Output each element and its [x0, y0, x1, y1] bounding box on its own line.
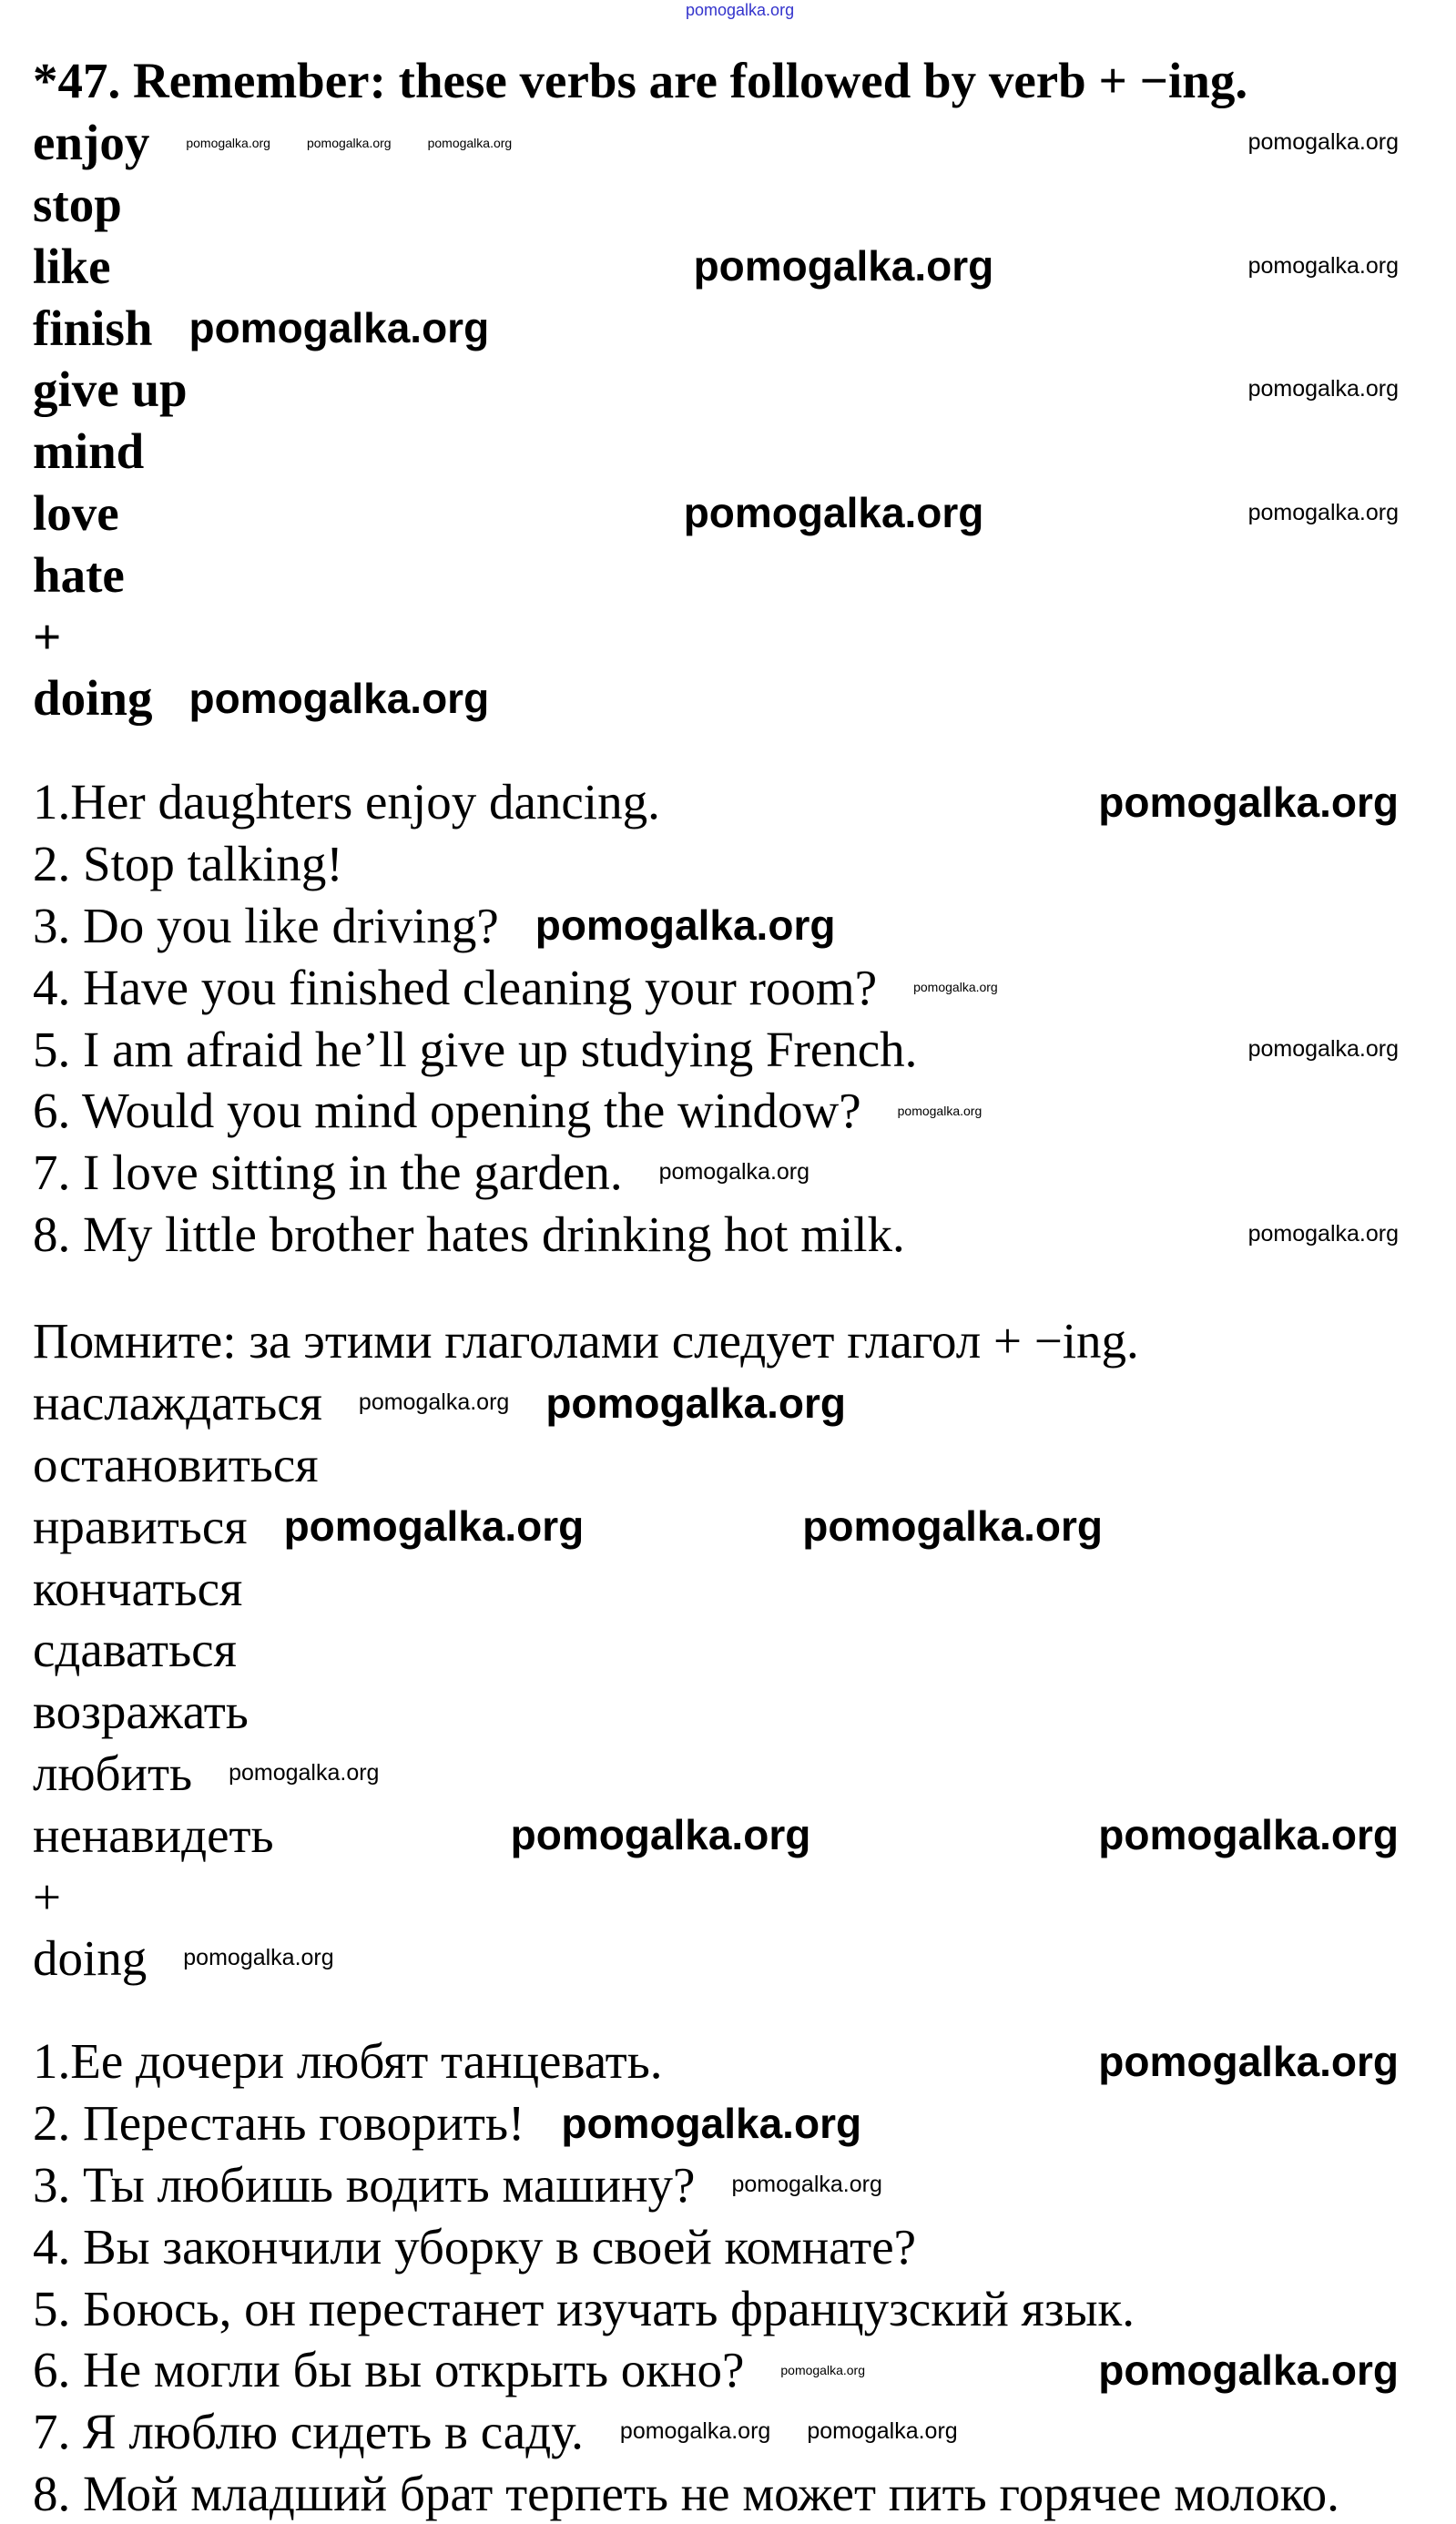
- verb-line: [33, 1557, 1399, 1619]
- verb-item: love: [33, 484, 119, 541]
- verb-item: hate: [33, 546, 125, 603]
- watermark: pomogalka.org: [802, 1502, 1104, 1551]
- sentence: 7. Я люблю сидеть в саду.: [33, 2404, 584, 2460]
- exercise-title: *47. Remember: these verbs are followed by verb + −ing.: [33, 53, 1248, 109]
- verb-line: [33, 359, 1399, 421]
- verb-item: like: [33, 238, 111, 294]
- watermark: pomogalka.org: [1098, 2346, 1399, 2394]
- sentence-line: [33, 2154, 1399, 2216]
- sentence: 5. Боюсь, он перестанет изучать французский язык.: [33, 2280, 1135, 2336]
- watermark: pomogalka.org: [183, 1945, 334, 1971]
- english-sentences: [33, 771, 1399, 1265]
- verb-line: [33, 1372, 1399, 1434]
- watermark: pomogalka.org: [683, 489, 984, 537]
- verb-line: [33, 606, 1399, 667]
- sentence-line: [33, 1080, 1399, 1142]
- watermark: pomogalka.org: [1098, 1811, 1399, 1859]
- sentence: 5. I am afraid he’ll give up studying French.: [33, 1021, 918, 1077]
- watermark: pomogalka.org: [913, 980, 998, 995]
- sentence-line: [33, 2092, 1399, 2154]
- watermark: pomogalka.org: [1247, 1220, 1399, 1247]
- watermark: pomogalka.org: [897, 1103, 983, 1118]
- verb-line: [33, 1495, 1399, 1557]
- verb-line: [33, 483, 1399, 544]
- watermark: pomogalka.org: [1247, 376, 1399, 402]
- verb-line: [33, 667, 1399, 729]
- verb-line: [33, 1804, 1399, 1866]
- sentence: 6. Не могли бы вы открыть окно?: [33, 2342, 745, 2398]
- translation-title: Помните: за этими глаголами следует глагол + −ing.: [33, 1313, 1139, 1369]
- verb-item: наслаждаться: [33, 1375, 322, 1431]
- watermark: pomogalka.org: [1247, 1035, 1399, 1062]
- verb-line: [33, 297, 1399, 359]
- sentence-line: [33, 1204, 1399, 1266]
- russian-sentences: [33, 2030, 1399, 2524]
- verb-item: stop: [33, 176, 122, 232]
- verb-line: [33, 1681, 1399, 1743]
- verb-line: [33, 1928, 1399, 1990]
- watermark: pomogalka.org: [188, 304, 490, 352]
- sentence: 8. My little brother hates drinking hot milk.: [33, 1206, 905, 1262]
- watermark: pomogalka.org: [1247, 499, 1399, 525]
- watermark: pomogalka.org: [1247, 129, 1399, 156]
- watermark: pomogalka.org: [561, 2099, 862, 2147]
- verb-item: +: [33, 608, 62, 665]
- watermark: pomogalka.org: [693, 242, 994, 290]
- verb-item: mind: [33, 423, 145, 480]
- watermark: pomogalka.org: [283, 1502, 585, 1551]
- sentence-line: [33, 895, 1399, 957]
- watermark: pomogalka.org: [358, 1389, 510, 1416]
- verb-line: [33, 174, 1399, 236]
- verb-item: give up: [33, 361, 188, 418]
- sentence: 3. Do you like driving?: [33, 897, 499, 953]
- verb-line: [33, 1434, 1399, 1496]
- sentence-line: [33, 2401, 1399, 2463]
- watermark: pomogalka.org: [1098, 778, 1399, 826]
- sentence: 4. Вы закончили уборку в своей комнате?: [33, 2218, 917, 2275]
- sentence: 6. Would you mind opening the window?: [33, 1083, 861, 1139]
- verb-line: [33, 1743, 1399, 1805]
- watermark: pomogalka.org: [510, 1811, 811, 1859]
- sentence-line: [33, 771, 1399, 833]
- verb-line: [33, 112, 1399, 174]
- sentence: 2. Перестань говорить!: [33, 2095, 525, 2152]
- sentence-line: [33, 1142, 1399, 1204]
- title-line: [33, 1310, 1399, 1372]
- verb-item: +: [33, 1868, 62, 1925]
- sentence-line: [33, 2215, 1399, 2277]
- verb-item: enjoy: [33, 115, 150, 171]
- watermark: pomogalka.org: [658, 1159, 810, 1186]
- watermark: pomogalka.org: [780, 2362, 865, 2377]
- verb-item: нравиться: [33, 1498, 248, 1554]
- verb-item: остановиться: [33, 1436, 319, 1492]
- watermark: pomogalka.org: [427, 135, 513, 150]
- verb-line: [33, 544, 1399, 606]
- sentence: 8. Мой младший брат терпеть не может пить горячее молоко.: [33, 2465, 1339, 2521]
- watermark: pomogalka.org: [807, 2418, 958, 2445]
- watermark: pomogalka.org: [686, 1, 795, 19]
- sentence-line: [33, 956, 1399, 1018]
- verb-item: finish: [33, 300, 153, 356]
- sentence: 7. I love sitting in the garden.: [33, 1145, 623, 1201]
- verb-item: doing: [33, 670, 153, 727]
- sentence: 4. Have you finished cleaning your room?: [33, 959, 878, 1015]
- russian-verb-block: [33, 1310, 1399, 1990]
- sentence-line: [33, 2463, 1399, 2524]
- sentence-line: [33, 2339, 1399, 2401]
- verb-item: doing: [33, 1930, 148, 1987]
- sentence: 3. Ты любишь водить машину?: [33, 2156, 696, 2213]
- watermark: pomogalka.org: [186, 135, 270, 150]
- sentence: 1.Ее дочери любят танцевать.: [33, 2033, 663, 2090]
- watermark: pomogalka.org: [229, 1759, 380, 1786]
- sentence: 2. Stop talking!: [33, 836, 343, 892]
- watermark: pomogalka.org: [535, 901, 836, 950]
- title-line: [33, 50, 1399, 112]
- verb-item: сдаваться: [33, 1622, 237, 1678]
- verb-line: [33, 1866, 1399, 1928]
- sentence-line: [33, 1018, 1399, 1080]
- verb-item: любить: [33, 1745, 193, 1801]
- verb-line: [33, 1619, 1399, 1681]
- sentence: 1.Her daughters enjoy dancing.: [33, 774, 660, 830]
- sentence-line: [33, 2030, 1399, 2092]
- sentence-line: [33, 833, 1399, 895]
- watermark: pomogalka.org: [731, 2171, 882, 2197]
- english-verb-block: [33, 50, 1399, 729]
- verb-line: [33, 421, 1399, 483]
- verb-item: ненавидеть: [33, 1806, 274, 1863]
- watermark: pomogalka.org: [188, 674, 490, 722]
- verb-line: [33, 235, 1399, 297]
- watermark: pomogalka.org: [1247, 252, 1399, 279]
- verb-item: кончаться: [33, 1560, 243, 1616]
- watermark: pomogalka.org: [1098, 2037, 1399, 2085]
- verb-item: возражать: [33, 1684, 249, 1740]
- watermark: pomogalka.org: [545, 1379, 847, 1427]
- watermark: pomogalka.org: [306, 135, 392, 150]
- watermark: pomogalka.org: [619, 2418, 771, 2445]
- sentence-line: [33, 2277, 1399, 2339]
